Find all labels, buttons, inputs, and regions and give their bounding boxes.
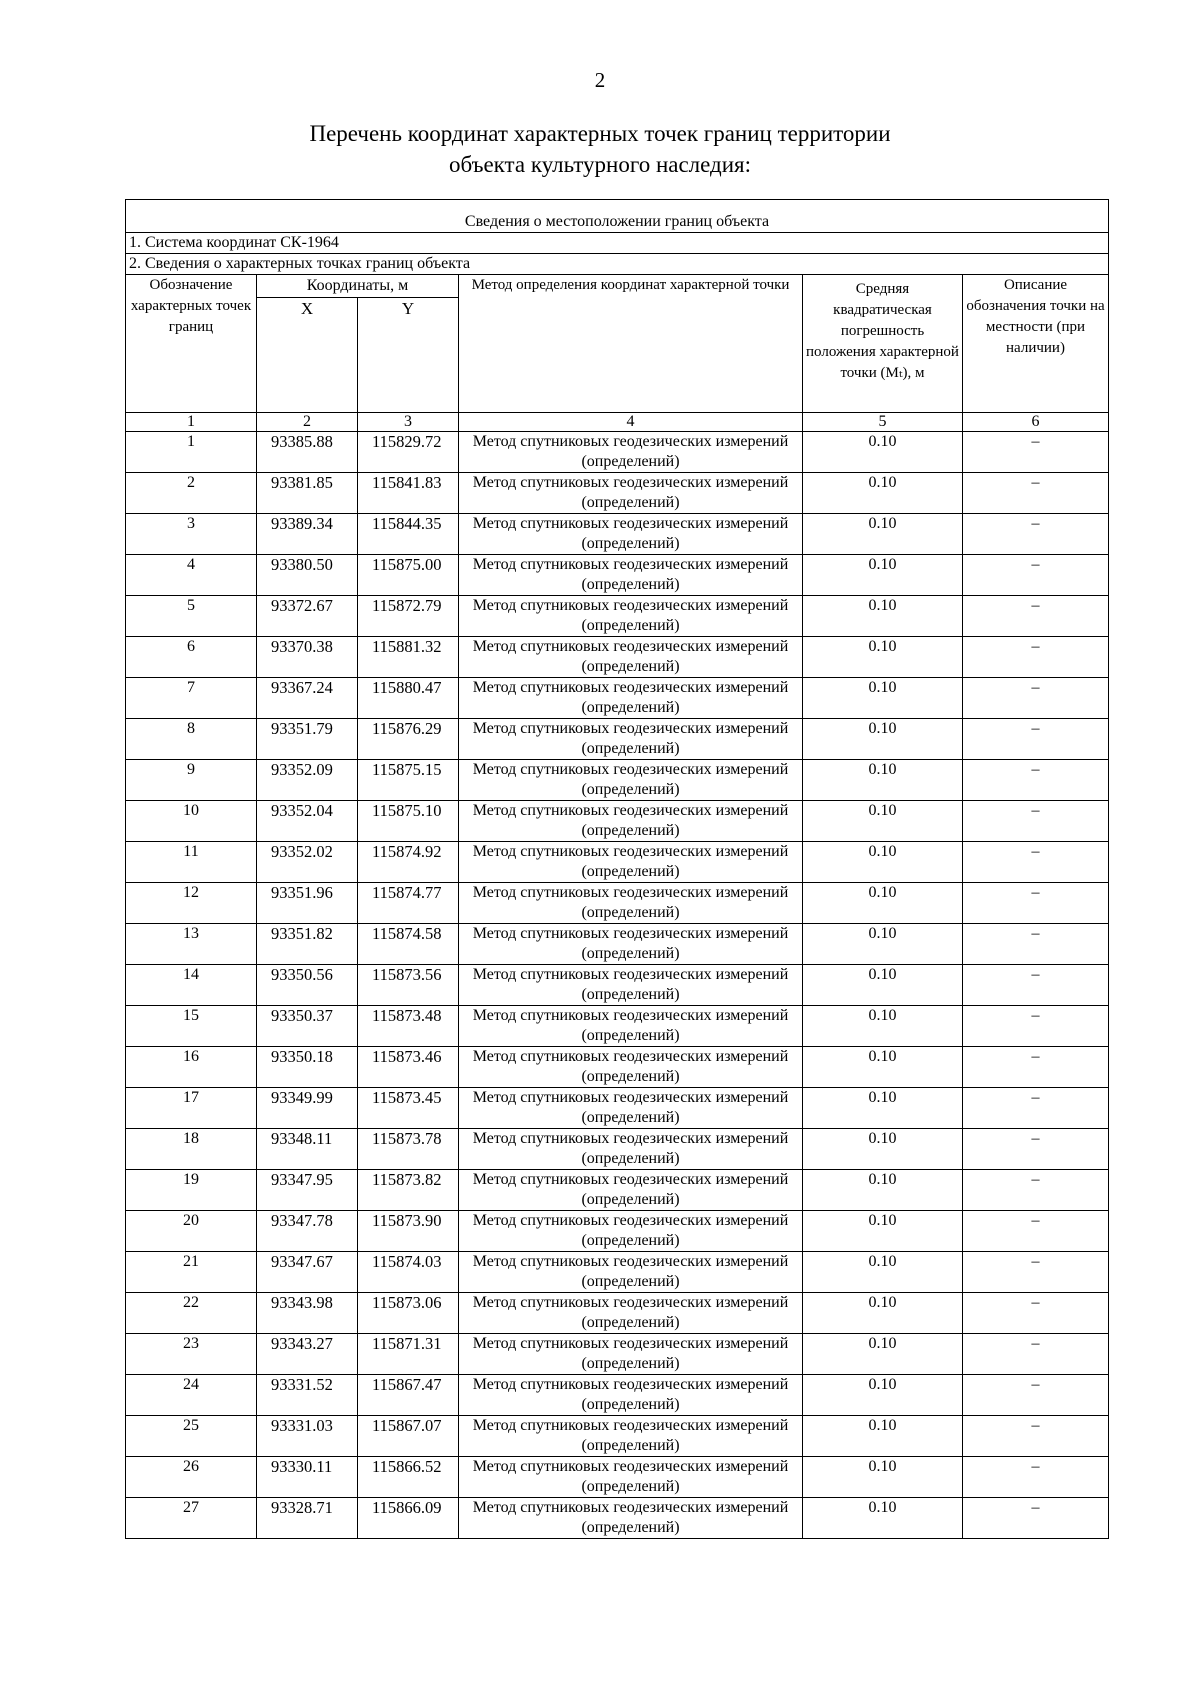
error-value: 0.10 [803,1375,963,1416]
method-cell: Метод спутниковых геодезических измерений (определений) [459,1006,803,1047]
method-cell: Метод спутниковых геодезических измерений (определений) [459,1088,803,1129]
coordinate-y: 115874.58 [358,924,459,965]
table-row [126,883,1109,924]
point-number: 13 [126,924,257,965]
coordinate-x: 93350.18 [257,1047,358,1088]
table-row [126,1047,1109,1088]
coordinate-y: 115873.82 [358,1170,459,1211]
table-row [126,1129,1109,1170]
description-value: – [963,432,1109,473]
error-value: 0.10 [803,596,963,637]
description-value: – [963,1375,1109,1416]
method-cell: Метод спутниковых геодезических измерений (определений) [459,801,803,842]
table-row [126,760,1109,801]
coordinate-y: 115866.52 [358,1457,459,1498]
error-value: 0.10 [803,965,963,1006]
description-value: – [963,883,1109,924]
error-value: 0.10 [803,801,963,842]
header-method: Метод определения координат характерной точки [459,275,803,413]
coordinate-x: 93347.78 [257,1211,358,1252]
table-row [126,1211,1109,1252]
column-number: 5 [803,413,963,432]
point-number: 14 [126,965,257,1006]
table-row [126,965,1109,1006]
coordinate-x: 93381.85 [257,473,358,514]
point-number: 19 [126,1170,257,1211]
description-value: – [963,1047,1109,1088]
table-row [126,514,1109,555]
error-value: 0.10 [803,1129,963,1170]
description-value: – [963,514,1109,555]
point-number: 4 [126,555,257,596]
coordinate-x: 93350.37 [257,1006,358,1047]
coordinates-table [125,199,1109,1539]
table-row [126,842,1109,883]
error-value: 0.10 [803,637,963,678]
point-number: 11 [126,842,257,883]
method-cell: Метод спутниковых геодезических измерений (определений) [459,924,803,965]
coordinate-x: 93352.04 [257,801,358,842]
table-row [126,555,1109,596]
coordinate-x: 93351.79 [257,719,358,760]
coordinate-x: 93367.24 [257,678,358,719]
description-value: – [963,1006,1109,1047]
table-row [126,719,1109,760]
coordinate-x: 93350.56 [257,965,358,1006]
error-value: 0.10 [803,1498,963,1539]
coordinate-y: 115875.15 [358,760,459,801]
point-number: 3 [126,514,257,555]
method-cell: Метод спутниковых геодезических измерений (определений) [459,1252,803,1293]
description-value: – [963,1416,1109,1457]
table-row [126,1457,1109,1498]
method-cell: Метод спутниковых геодезических измерений (определений) [459,678,803,719]
point-number: 10 [126,801,257,842]
coordinate-x: 93330.11 [257,1457,358,1498]
coordinate-y: 115873.06 [358,1293,459,1334]
description-value: – [963,1088,1109,1129]
coordinate-x: 93352.09 [257,760,358,801]
error-value: 0.10 [803,1457,963,1498]
point-number: 24 [126,1375,257,1416]
method-cell: Метод спутниковых геодезических измерений (определений) [459,1334,803,1375]
method-cell: Метод спутниковых геодезических измерений (определений) [459,1211,803,1252]
method-cell: Метод спутниковых геодезических измерений (определений) [459,842,803,883]
description-value: – [963,596,1109,637]
method-cell: Метод спутниковых геодезических измерений (определений) [459,555,803,596]
point-number: 22 [126,1293,257,1334]
table-row [126,1252,1109,1293]
method-cell: Метод спутниковых геодезических измерений (определений) [459,1170,803,1211]
error-value: 0.10 [803,1416,963,1457]
point-number: 12 [126,883,257,924]
method-cell: Метод спутниковых геодезических измерений (определений) [459,1129,803,1170]
section-title: Сведения о местоположении границ объекта [126,200,1109,233]
method-cell: Метод спутниковых геодезических измерений (определений) [459,637,803,678]
error-value: 0.10 [803,1211,963,1252]
description-value: – [963,473,1109,514]
description-value: – [963,555,1109,596]
coordinate-x: 93347.67 [257,1252,358,1293]
table-row [126,1088,1109,1129]
coordinate-y: 115876.29 [358,719,459,760]
table-row [126,1170,1109,1211]
point-number: 9 [126,760,257,801]
description-value: – [963,1498,1109,1539]
coordinate-x: 93380.50 [257,555,358,596]
description-value: – [963,678,1109,719]
points-section-title: 2. Сведения о характерных точках границ объекта [126,254,1109,275]
error-value: 0.10 [803,1088,963,1129]
table-row [126,678,1109,719]
point-number: 7 [126,678,257,719]
point-number: 15 [126,1006,257,1047]
point-number: 5 [126,596,257,637]
column-number: 2 [257,413,358,432]
error-value: 0.10 [803,1006,963,1047]
coordinate-x: 93343.98 [257,1293,358,1334]
coordinate-x: 93331.52 [257,1375,358,1416]
table-row [126,1416,1109,1457]
coordinate-y: 115867.47 [358,1375,459,1416]
coordinate-x: 93370.38 [257,637,358,678]
coordinate-y: 115873.90 [358,1211,459,1252]
document-title-line-2: объекта культурного наследия: [448,152,752,177]
coordinate-y: 115872.79 [358,596,459,637]
description-value: – [963,1211,1109,1252]
error-value: 0.10 [803,1293,963,1334]
coordinate-x: 93347.95 [257,1170,358,1211]
coordinate-x: 93328.71 [257,1498,358,1539]
error-value: 0.10 [803,1252,963,1293]
error-value: 0.10 [803,514,963,555]
coordinate-y: 115873.56 [358,965,459,1006]
description-value: – [963,842,1109,883]
table-row [126,1334,1109,1375]
header-description: Описание обозначения точки на местности (при наличии) [963,275,1109,413]
method-cell: Метод спутниковых геодезических измерений (определений) [459,883,803,924]
point-number: 17 [126,1088,257,1129]
header-error: Средняя квадратическая погрешность положения характерной точки (Mₜ), м [803,275,963,413]
coordinate-x: 93348.11 [257,1129,358,1170]
description-value: – [963,1170,1109,1211]
error-value: 0.10 [803,555,963,596]
point-number: 27 [126,1498,257,1539]
point-number: 2 [126,473,257,514]
error-value: 0.10 [803,760,963,801]
coordinate-y: 115841.83 [358,473,459,514]
table-row [126,1375,1109,1416]
coordinate-x: 93331.03 [257,1416,358,1457]
coordinate-y: 115844.35 [358,514,459,555]
description-value: – [963,1334,1109,1375]
column-number: 4 [459,413,803,432]
coordinate-y: 115875.00 [358,555,459,596]
table-row [126,432,1109,473]
coordinate-y: 115875.10 [358,801,459,842]
coordinate-y: 115873.48 [358,1006,459,1047]
error-value: 0.10 [803,1047,963,1088]
point-number: 25 [126,1416,257,1457]
coordinate-system: 1. Система координат СК-1964 [126,233,1109,254]
description-value: – [963,760,1109,801]
description-value: – [963,1293,1109,1334]
description-value: – [963,637,1109,678]
table-row [126,637,1109,678]
table-row [126,1498,1109,1539]
coordinate-y: 115874.92 [358,842,459,883]
coordinate-x: 93349.99 [257,1088,358,1129]
error-value: 0.10 [803,473,963,514]
method-cell: Метод спутниковых геодезических измерений (определений) [459,965,803,1006]
error-value: 0.10 [803,842,963,883]
point-number: 6 [126,637,257,678]
table-row [126,1006,1109,1047]
table-row [126,596,1109,637]
coordinate-y: 115880.47 [358,678,459,719]
table-row [126,801,1109,842]
description-value: – [963,1457,1109,1498]
error-value: 0.10 [803,924,963,965]
description-value: – [963,801,1109,842]
point-number: 23 [126,1334,257,1375]
description-value: – [963,719,1109,760]
description-value: – [963,924,1109,965]
column-number: 3 [358,413,459,432]
column-number: 6 [963,413,1109,432]
method-cell: Метод спутниковых геодезических измерений (определений) [459,514,803,555]
header-x: X [257,298,358,413]
coordinate-y: 115867.07 [358,1416,459,1457]
method-cell: Метод спутниковых геодезических измерений (определений) [459,1457,803,1498]
coordinate-x: 93372.67 [257,596,358,637]
document-title-line-1: Перечень координат характерных точек границ территории [309,121,891,146]
coordinate-y: 115873.78 [358,1129,459,1170]
method-cell: Метод спутниковых геодезических измерений (определений) [459,719,803,760]
description-value: – [963,1252,1109,1293]
coordinate-y: 115874.77 [358,883,459,924]
point-number: 20 [126,1211,257,1252]
point-number: 26 [126,1457,257,1498]
method-cell: Метод спутниковых геодезических измерений (определений) [459,760,803,801]
table-row [126,473,1109,514]
error-value: 0.10 [803,1170,963,1211]
point-number: 21 [126,1252,257,1293]
coordinate-y: 115874.03 [358,1252,459,1293]
coordinate-x: 93351.82 [257,924,358,965]
coordinate-x: 93385.88 [257,432,358,473]
description-value: – [963,1129,1109,1170]
description-value: – [963,965,1109,1006]
error-value: 0.10 [803,678,963,719]
coordinate-y: 115866.09 [358,1498,459,1539]
point-number: 16 [126,1047,257,1088]
error-value: 0.10 [803,719,963,760]
coordinate-y: 115873.45 [358,1088,459,1129]
method-cell: Метод спутниковых геодезических измерений (определений) [459,473,803,514]
coordinate-x: 93351.96 [257,883,358,924]
coordinate-x: 93352.02 [257,842,358,883]
coordinate-y: 115829.72 [358,432,459,473]
method-cell: Метод спутниковых геодезических измерений (определений) [459,596,803,637]
method-cell: Метод спутниковых геодезических измерений (определений) [459,1047,803,1088]
error-value: 0.10 [803,1334,963,1375]
coordinate-y: 115881.32 [358,637,459,678]
coordinate-y: 115873.46 [358,1047,459,1088]
method-cell: Метод спутниковых геодезических измерений (определений) [459,1293,803,1334]
table-row [126,924,1109,965]
method-cell: Метод спутниковых геодезических измерений (определений) [459,432,803,473]
coordinate-x: 93389.34 [257,514,358,555]
point-number: 18 [126,1129,257,1170]
method-cell: Метод спутниковых геодезических измерений (определений) [459,1416,803,1457]
header-point-designation: Обозначение характерных точек границ [126,275,257,413]
method-cell: Метод спутниковых геодезических измерений (определений) [459,1375,803,1416]
coordinate-y: 115871.31 [358,1334,459,1375]
coordinate-x: 93343.27 [257,1334,358,1375]
table-row [126,1293,1109,1334]
error-value: 0.10 [803,432,963,473]
header-coordinates: Координаты, м [257,275,459,298]
column-number: 1 [126,413,257,432]
error-value: 0.10 [803,883,963,924]
point-number: 1 [126,432,257,473]
point-number: 8 [126,719,257,760]
page-number: 2 [594,68,606,92]
document-title [0,118,1200,180]
header-y: Y [358,298,459,413]
method-cell: Метод спутниковых геодезических измерений (определений) [459,1498,803,1539]
